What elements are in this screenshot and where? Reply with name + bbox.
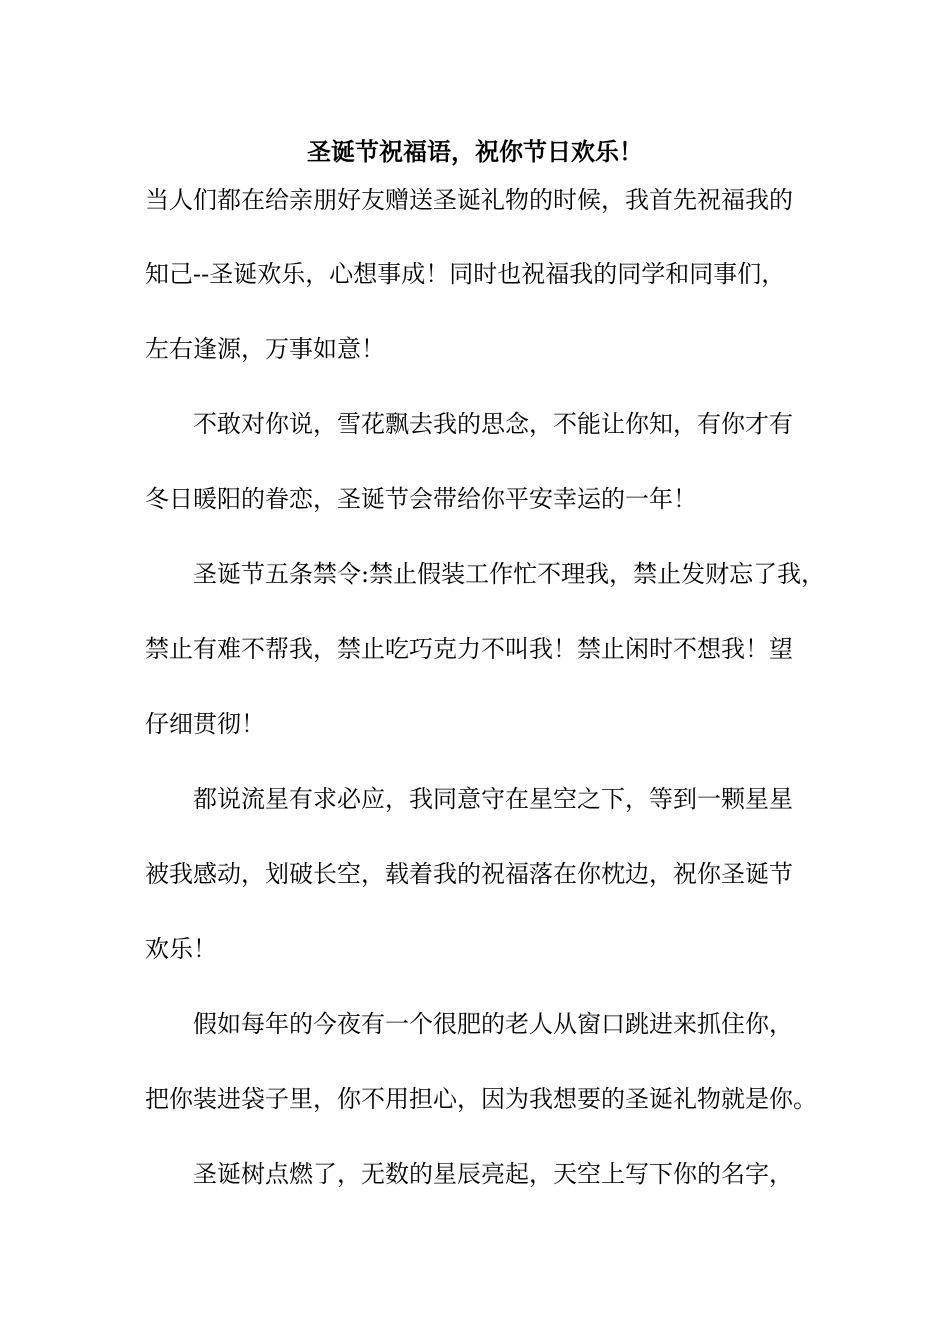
paragraph-line: 假如每年的今夜有一个很肥的老人从窗口跳进来抓住你， [145,1010,793,1038]
paragraph-line: 当人们都在给亲朋好友赠送圣诞礼物的时候，我首先祝福我的 [145,186,793,214]
paragraph-line: 知己--圣诞欢乐，心想事成！同时也祝福我的同学和同事们， [145,260,786,288]
paragraph-line: 把你装进袋子里，你不用担心，因为我想要的圣诞礼物就是你。 [145,1085,817,1113]
paragraph-line: 圣诞树点燃了，无数的星辰亮起，天空上写下你的名字， [145,1160,793,1188]
paragraph-line: 左右逢源，万事如意！ [145,335,385,363]
paragraph-line: 禁止有难不帮我，禁止吃巧克力不叫我！禁止闲时不想我！望 [145,635,793,663]
paragraph-line: 都说流星有求必应，我同意守在星空之下，等到一颗星星 [145,785,793,813]
paragraph-line: 圣诞节五条禁令:禁止假装工作忙不理我，禁止发财忘了我， [145,560,826,588]
paragraph-line: 冬日暖阳的眷恋，圣诞节会带给你平安幸运的一年！ [145,485,697,513]
paragraph-line: 仔细贯彻！ [145,710,265,738]
paragraph-line: 欢乐！ [145,935,217,963]
paragraph-line: 被我感动，划破长空，载着我的祝福落在你枕边，祝你圣诞节 [145,860,793,888]
paragraph-line: 不敢对你说，雪花飘去我的思念，不能让你知，有你才有 [145,410,793,438]
document-title: 圣诞节祝福语，祝你节日欢乐！ [307,137,643,166]
